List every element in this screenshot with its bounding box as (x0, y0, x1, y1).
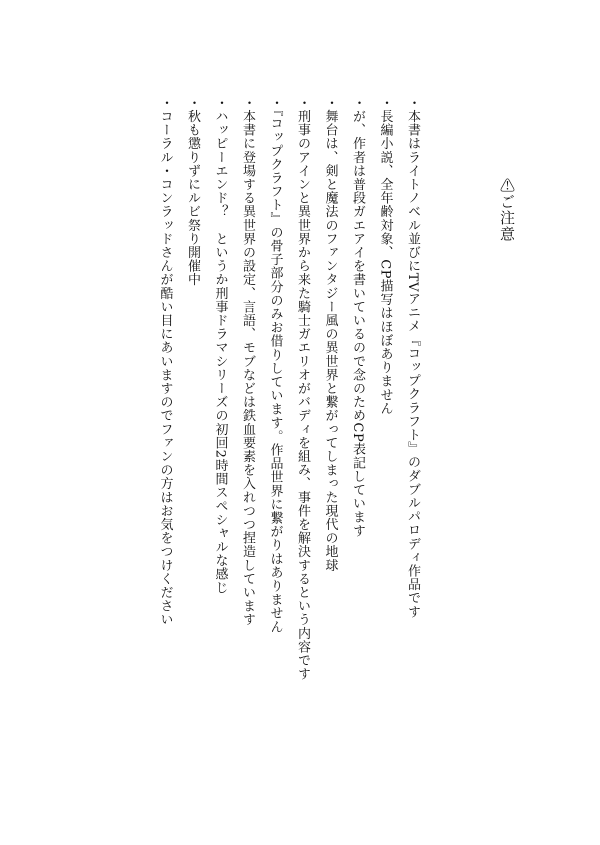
list-item: ・刑事のアインと異世界から来た騎士ガエリオがバディを組み、事件を解決するという内容です (295, 96, 310, 681)
list-item: ・本書はライトノベル並びにTVアニメ『コップクラフト』のダブルパロディ作品です (405, 96, 420, 619)
notice-list (157, 96, 426, 736)
page-title: ⚠ご注意 (498, 178, 516, 242)
list-item: ・コーラル・コンラッドさんが酷い目にあいますのでファンの方はお気をつけください (157, 96, 173, 627)
list-item: ・秋も懲りずにルビ祭り開催中 (185, 96, 200, 287)
list-item: ・長編小説、全年齢対象、CP描写はほぼありません (377, 96, 393, 416)
list-item: ・ハッピーエンド？ というか刑事ドラマシリーズの初回2時間スペシャルな感じ (212, 96, 228, 595)
list-item: ・『コップクラフト』の骨子部分のみお借りしています。作品世界に繋がりはありません (267, 96, 283, 634)
list-item: ・本書に登場する異世界の設定、言語、モブなどは鉄血要素を入れつつ捏造しています (240, 96, 255, 627)
list-item: ・が、作者は普段ガエアイを書いているので念のためCP表記しています (350, 96, 365, 538)
list-item: ・舞台は、剣と魔法のファンタジー風の異世界と繋がってしまった現代の地球 (322, 96, 338, 572)
